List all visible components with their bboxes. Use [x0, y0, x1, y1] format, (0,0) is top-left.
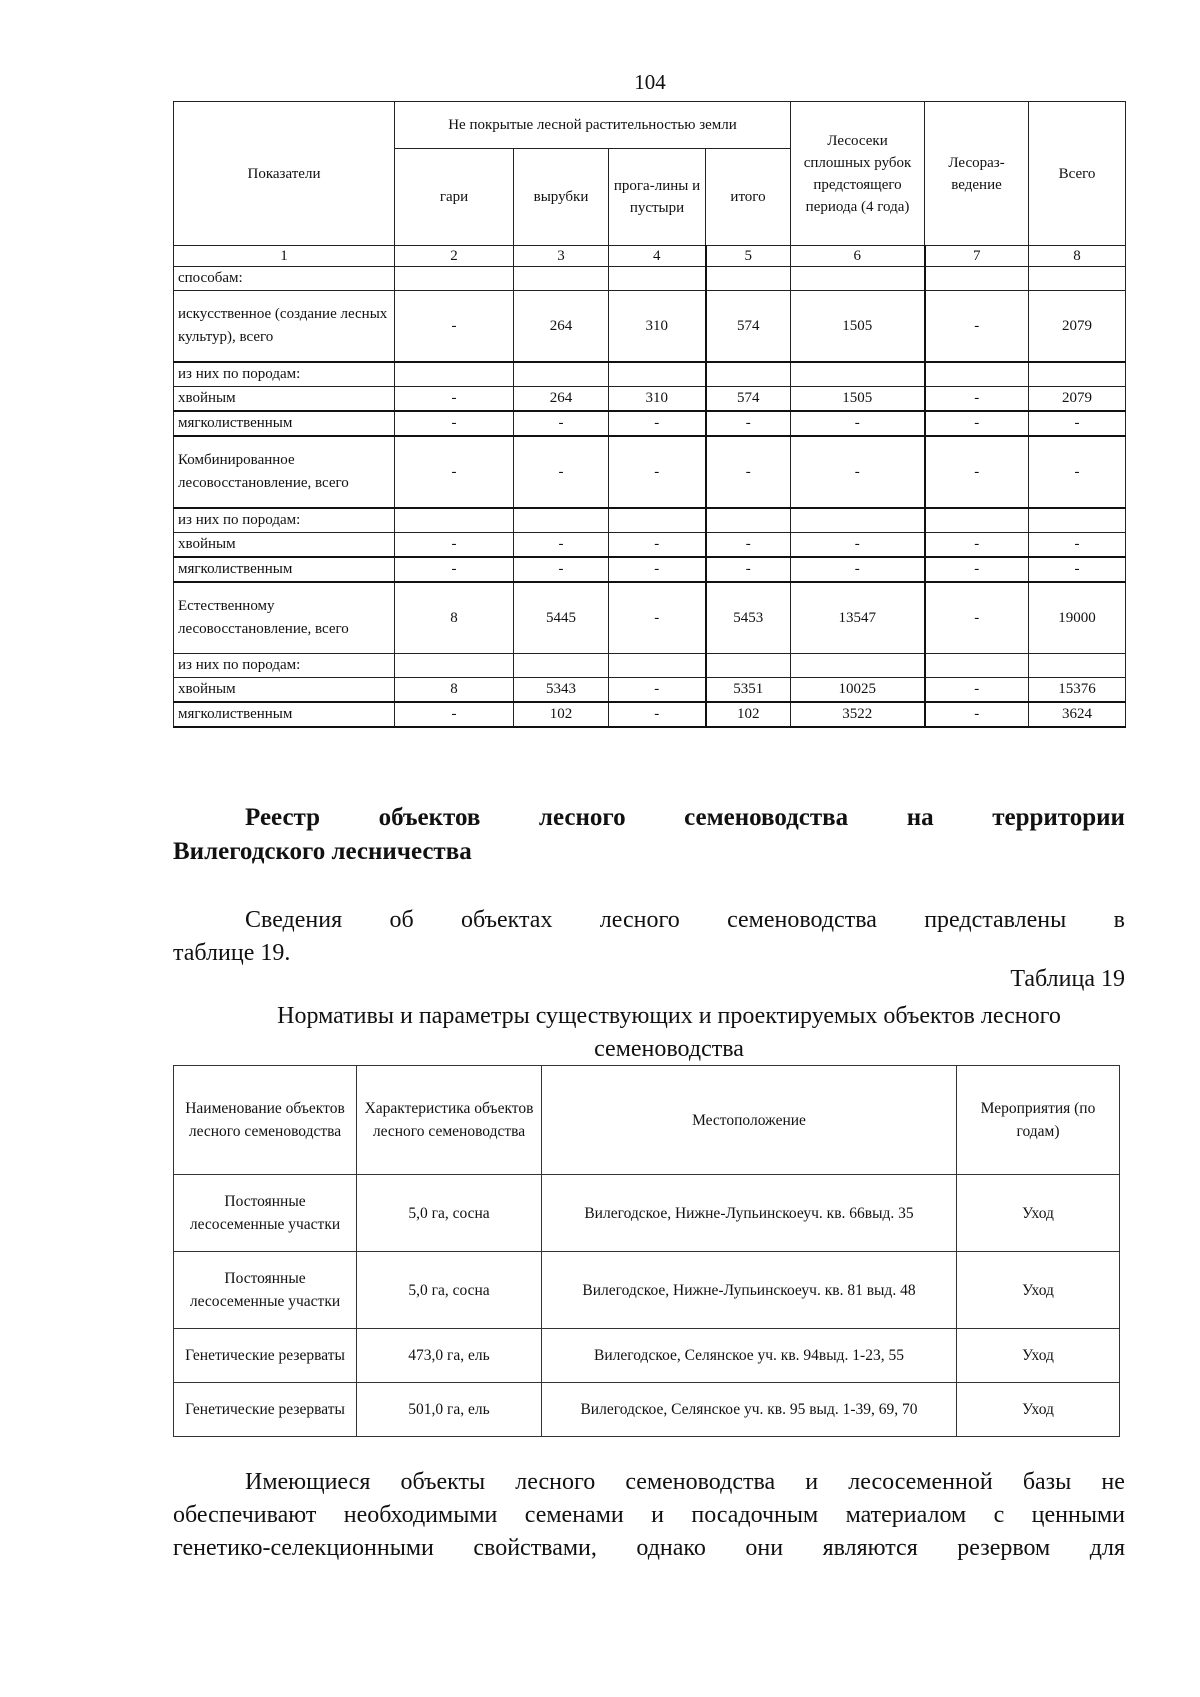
cell: -	[395, 436, 514, 508]
table-row	[174, 362, 1126, 387]
word: в	[1113, 907, 1125, 933]
object-name: Постоянные лесосеменные участки	[174, 1175, 357, 1252]
cell: 264	[514, 291, 609, 363]
heading-word: объектов	[378, 804, 481, 831]
cell: -	[791, 533, 925, 558]
word: представлены	[924, 907, 1067, 933]
cell: -	[706, 411, 791, 436]
cell: 574	[706, 387, 791, 412]
closing-paragraph	[173, 1466, 1125, 1565]
column-number: 1	[174, 246, 395, 267]
cell: 310	[609, 291, 706, 363]
cell: -	[1029, 557, 1126, 582]
object-location: Вилегодское, Селянское уч. кв. 94выд. 1-23, 55	[542, 1329, 957, 1383]
closing-line-3	[173, 1532, 1125, 1565]
cell	[514, 654, 609, 678]
cell	[609, 654, 706, 678]
cell: -	[925, 582, 1029, 654]
cell: 574	[706, 291, 791, 363]
word: они	[745, 1535, 784, 1561]
cell: -	[791, 436, 925, 508]
cell	[395, 508, 514, 533]
header-not-covered-lands: Не покрытые лесной растительностью земли	[395, 102, 791, 149]
cell	[395, 267, 514, 291]
word: обеспечивают	[173, 1502, 317, 1528]
cell: -	[395, 387, 514, 412]
cell	[706, 267, 791, 291]
cell: 310	[609, 387, 706, 412]
word: Сведения	[245, 907, 343, 933]
cell: -	[514, 557, 609, 582]
cell	[791, 508, 925, 533]
cell: 19000	[1029, 582, 1126, 654]
word: базы	[1022, 1469, 1072, 1495]
word: лесосеменной	[848, 1469, 993, 1495]
word: семенами	[524, 1502, 624, 1528]
intro-line-2: таблице 19.	[173, 940, 291, 966]
object-measures: Уход	[957, 1329, 1120, 1383]
column-number: 7	[925, 246, 1029, 267]
cell: -	[925, 436, 1029, 508]
header-object-name: Наименование объектов лесного семеноводства	[174, 1066, 357, 1175]
word: об	[389, 907, 414, 933]
column-number: 3	[514, 246, 609, 267]
cell	[609, 362, 706, 387]
header-afforestation: Лесораз-ведение	[925, 102, 1029, 246]
cell: -	[706, 533, 791, 558]
object-location: Вилегодское, Селянское уч. кв. 95 выд. 1-39, 69, 70	[542, 1383, 957, 1437]
object-name: Генетические резерваты	[174, 1383, 357, 1437]
cell: -	[706, 436, 791, 508]
header-measures: Мероприятия (по годам)	[957, 1066, 1120, 1175]
table-row	[174, 1383, 1120, 1437]
column-number: 4	[609, 246, 706, 267]
seed-objects-table	[173, 1065, 1120, 1437]
cell: 5445	[514, 582, 609, 654]
closing-line-1	[173, 1466, 1125, 1499]
column-number-row	[174, 246, 1126, 267]
header-clearings: вырубки	[514, 149, 609, 246]
header-subtotal: итого	[706, 149, 791, 246]
cell: 102	[514, 702, 609, 727]
word: и	[805, 1469, 819, 1495]
cell: 10025	[791, 678, 925, 703]
cell: -	[395, 702, 514, 727]
object-name: Постоянные лесосеменные участки	[174, 1252, 357, 1329]
cell: -	[395, 557, 514, 582]
cell: -	[925, 387, 1029, 412]
cell	[1029, 267, 1126, 291]
cell	[514, 267, 609, 291]
row-label: из них по породам:	[174, 362, 395, 387]
cell	[395, 654, 514, 678]
cell: -	[925, 557, 1029, 582]
object-measures: Уход	[957, 1383, 1120, 1437]
cell: 3624	[1029, 702, 1126, 727]
cell: 1505	[791, 387, 925, 412]
cell: 5343	[514, 678, 609, 703]
table-row	[174, 678, 1126, 703]
cell: -	[395, 533, 514, 558]
heading-word: Реестр	[245, 804, 321, 831]
cell: 13547	[791, 582, 925, 654]
cell: -	[395, 291, 514, 363]
column-number: 8	[1029, 246, 1126, 267]
cell: -	[609, 582, 706, 654]
cell: 3522	[791, 702, 925, 727]
header-burns: гари	[395, 149, 514, 246]
cell: -	[609, 557, 706, 582]
column-number: 6	[791, 246, 925, 267]
cell: 5453	[706, 582, 791, 654]
cell: 5351	[706, 678, 791, 703]
object-measures: Уход	[957, 1252, 1120, 1329]
cell	[514, 508, 609, 533]
row-label: хвойным	[174, 387, 395, 412]
cell	[1029, 362, 1126, 387]
word: материалом	[845, 1502, 967, 1528]
cell: 8	[395, 582, 514, 654]
header-indicators: Показатели	[174, 102, 395, 246]
cell: 1505	[791, 291, 925, 363]
cell: -	[925, 411, 1029, 436]
cell: 102	[706, 702, 791, 727]
cell	[706, 654, 791, 678]
section-heading	[173, 801, 1125, 869]
cell: -	[925, 291, 1029, 363]
word: необходимыми	[343, 1502, 498, 1528]
table-row	[174, 508, 1126, 533]
header-cutting-areas: Лесосеки сплошных рубок предстоящего периода (4 года)	[791, 102, 925, 246]
object-characteristic: 501,0 га, ель	[357, 1383, 542, 1437]
heading-line-1	[173, 801, 1125, 835]
header-location: Местоположение	[542, 1066, 957, 1175]
header-glades: прога-лины и пустыри	[609, 149, 706, 246]
table-row	[174, 387, 1126, 412]
word: являются	[822, 1535, 918, 1561]
cell	[706, 508, 791, 533]
cell: 8	[395, 678, 514, 703]
table-label: Таблица 19	[1010, 966, 1125, 992]
row-label: Комбинированное лесовосстановление, всего	[174, 436, 395, 508]
word: и	[651, 1502, 664, 1528]
object-name: Генетические резерваты	[174, 1329, 357, 1383]
object-location: Вилегодское, Нижне-Лупьинскоеуч. кв. 66выд. 35	[542, 1175, 957, 1252]
row-label: хвойным	[174, 678, 395, 703]
word: ценными	[1031, 1502, 1125, 1528]
object-characteristic: 473,0 га, ель	[357, 1329, 542, 1383]
page-number: 104	[634, 70, 666, 94]
table-row	[174, 582, 1126, 654]
table-row	[174, 267, 1126, 291]
word: объектах	[461, 907, 553, 933]
word: резервом	[957, 1535, 1051, 1561]
word: семеноводства	[625, 1469, 776, 1495]
heading-word: семеноводства	[684, 804, 849, 831]
cell	[925, 267, 1029, 291]
object-location: Вилегодское, Нижне-Лупьинскоеуч. кв. 81 выд. 48	[542, 1252, 957, 1329]
object-characteristic: 5,0 га, сосна	[357, 1252, 542, 1329]
heading-word: лесного	[538, 804, 626, 831]
header-characteristic: Характеристика объектов лесного семеноводства	[357, 1066, 542, 1175]
forest-restoration-table	[173, 101, 1126, 728]
word: однако	[636, 1535, 706, 1561]
object-measures: Уход	[957, 1175, 1120, 1252]
table-row	[174, 411, 1126, 436]
row-label: из них по породам:	[174, 654, 395, 678]
cell	[1029, 508, 1126, 533]
cell: -	[514, 436, 609, 508]
word: посадочным	[691, 1502, 819, 1528]
cell: 264	[514, 387, 609, 412]
word: не	[1101, 1469, 1125, 1495]
cell: -	[609, 678, 706, 703]
word: лесного	[515, 1469, 596, 1495]
intro-line-1	[173, 904, 1125, 937]
cell	[609, 267, 706, 291]
cell: -	[395, 411, 514, 436]
cell: 2079	[1029, 291, 1126, 363]
row-label: Естественному лесовосстановление, всего	[174, 582, 395, 654]
object-characteristic: 5,0 га, сосна	[357, 1175, 542, 1252]
table-row	[174, 1329, 1120, 1383]
table-row	[174, 533, 1126, 558]
row-label: искусственное (создание лесных культур), всего	[174, 291, 395, 363]
row-label: хвойным	[174, 533, 395, 558]
cell: -	[791, 557, 925, 582]
closing-line-2	[173, 1499, 1125, 1532]
cell: -	[925, 702, 1029, 727]
word: объекты	[400, 1469, 486, 1495]
cell	[791, 654, 925, 678]
word: Имеющиеся	[245, 1469, 371, 1495]
cell: -	[1029, 533, 1126, 558]
cell: -	[925, 533, 1029, 558]
cell: -	[925, 678, 1029, 703]
cell: -	[1029, 436, 1126, 508]
cell	[925, 362, 1029, 387]
heading-word: территории	[992, 804, 1125, 831]
table-row	[174, 291, 1126, 363]
table-row	[174, 557, 1126, 582]
cell	[791, 362, 925, 387]
word: свойствами,	[473, 1535, 597, 1561]
cell	[395, 362, 514, 387]
row-label: мягколиственным	[174, 702, 395, 727]
cell: -	[514, 533, 609, 558]
table-row	[174, 1175, 1120, 1252]
cell	[1029, 654, 1126, 678]
heading-word: на	[906, 804, 934, 831]
cell: -	[706, 557, 791, 582]
table-title: Нормативы и параметры существующих и проектируемых объектов лесного семеноводства	[277, 1003, 1061, 1062]
word: семеноводства	[727, 907, 877, 933]
cell	[514, 362, 609, 387]
row-label: из них по породам:	[174, 508, 395, 533]
row-label: мягколиственным	[174, 557, 395, 582]
cell: -	[1029, 411, 1126, 436]
cell: -	[609, 436, 706, 508]
word: с	[993, 1502, 1005, 1528]
column-number: 2	[395, 246, 514, 267]
cell: 15376	[1029, 678, 1126, 703]
cell	[791, 267, 925, 291]
word: генетико-селекционными	[173, 1535, 434, 1561]
heading-line-2: Вилегодского лесничества	[173, 838, 472, 865]
cell	[925, 508, 1029, 533]
cell	[925, 654, 1029, 678]
table-row	[174, 436, 1126, 508]
table-row	[174, 1252, 1120, 1329]
cell: -	[609, 702, 706, 727]
word: лесного	[599, 907, 680, 933]
cell	[609, 508, 706, 533]
cell: -	[609, 533, 706, 558]
row-label: способам:	[174, 267, 395, 291]
cell	[706, 362, 791, 387]
column-number: 5	[706, 246, 791, 267]
table-row	[174, 702, 1126, 727]
cell: -	[791, 411, 925, 436]
header-total: Всего	[1029, 102, 1126, 246]
table-row	[174, 654, 1126, 678]
cell: -	[514, 411, 609, 436]
row-label: мягколиственным	[174, 411, 395, 436]
intro-paragraph	[173, 904, 1125, 970]
cell: -	[609, 411, 706, 436]
cell: 2079	[1029, 387, 1126, 412]
word: для	[1089, 1535, 1125, 1561]
